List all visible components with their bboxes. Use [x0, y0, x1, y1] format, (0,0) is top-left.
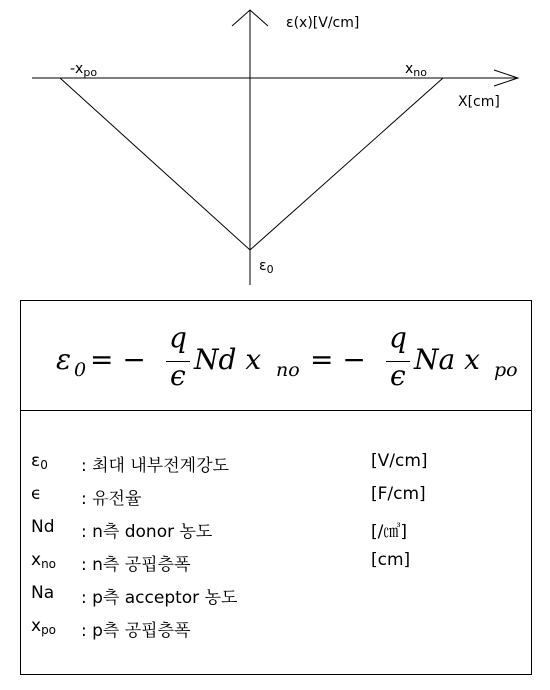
left-point-label: $-x_{po}$: [70, 61, 98, 79]
y-axis-label: ε(x)[V/cm]: [286, 15, 360, 31]
eq-equals-minus-1: = −: [90, 343, 146, 376]
eq-numerator-1: q: [169, 321, 187, 354]
legend-row: [31, 517, 521, 550]
right-point-label: $x_{no}$: [405, 61, 427, 79]
electric-field-diagram: [0, 0, 550, 295]
field-profile-line: [60, 78, 443, 250]
legend-symbol: ϵ: [31, 484, 42, 504]
eq-equals-minus-2: = −: [310, 343, 366, 376]
legend-description: : n측 공핍층폭: [81, 555, 191, 575]
bottom-point-sub: 0: [266, 263, 274, 276]
eq-numerator-2: q: [389, 321, 407, 354]
max-field-equation: [56, 321, 518, 395]
legend-description: : n측 donor 농도: [81, 522, 213, 542]
legend-description: : p측 공핍층폭: [81, 621, 191, 641]
eq-term-2: Na x: [414, 343, 480, 376]
eq-denominator-1: ϵ: [170, 359, 186, 392]
legend-unit: [V/cm]: [371, 451, 428, 471]
legend-symbol: xpo: [31, 616, 57, 637]
eq-term-1-sub: no: [276, 359, 300, 381]
equation-area: [21, 301, 531, 411]
legend-symbol: ε0: [31, 451, 48, 472]
x-axis-label: X[cm]: [458, 94, 500, 110]
legend-description: : 최대 내부전계강도: [81, 456, 229, 476]
legend-row: [31, 583, 521, 616]
legend-symbol: Na: [31, 583, 55, 603]
eq-lhs: ε: [56, 343, 72, 376]
legend-description: : 유전율: [81, 489, 142, 509]
legend-symbol: Nd: [31, 517, 55, 537]
right-point-sub: no: [413, 66, 427, 79]
legend-description: : p측 acceptor 농도: [81, 588, 238, 608]
left-point-sub: po: [83, 66, 98, 79]
legend-row: [31, 484, 521, 517]
legend-unit: [F/cm]: [371, 484, 426, 504]
legend-row: [31, 451, 521, 484]
legend-symbol: xno: [31, 550, 57, 571]
formula-box: [20, 300, 532, 675]
legend-row: [31, 616, 521, 649]
eq-term-1: Nd x: [194, 343, 262, 376]
legend-unit: [/㎤]: [371, 522, 407, 542]
bottom-point-label: $\varepsilon_0$: [259, 258, 274, 276]
symbol-legend: [31, 451, 521, 649]
eq-term-2-sub: po: [494, 359, 518, 381]
legend-unit: [cm]: [371, 550, 411, 570]
legend-row: [31, 550, 521, 583]
eq-lhs-sub: 0: [74, 359, 87, 381]
eq-denominator-2: ϵ: [390, 359, 406, 392]
